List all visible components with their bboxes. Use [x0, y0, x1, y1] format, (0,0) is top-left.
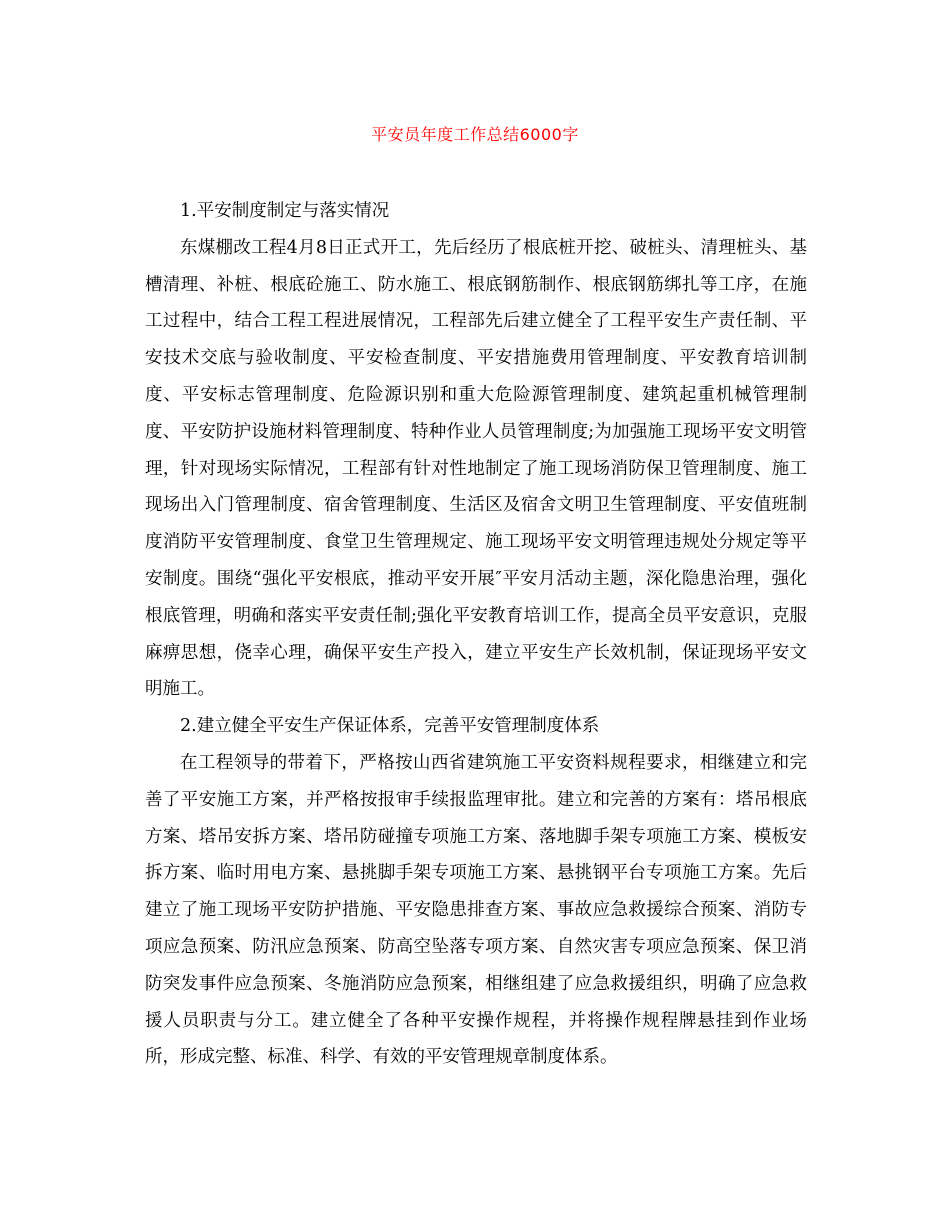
section-heading-2: 2.建立健全平安生产保证体系，完善平安管理制度体系: [180, 716, 600, 737]
document-body: [145, 193, 807, 1076]
section-paragraph-1: 东煤棚改工程4月8日正式开工，先后经历了根底桩开挖、破桩头、清理桩头、基槽清理、补桩、根底砼施工、防水施工、根底钢筋制作、根底钢筋绑扎等工序，在施工过程中，结合工程工程进展情况，工程部先后建立健全了工程平安生产责任制、平安技术交底与验收制度、平安检查制度、平安措施费用管理制度、平安教育培训制度、平安标志管理制度、危险源识别和重大危险源管理制度、建筑起重机械管理制度、平安防护设施材料管理制度、特种作业人员管理制度;为加强施工现场平安文明管理，针对现场实际情况，工程部有针对性地制定了施工现场消防保卫管理制度、施工现场出入门管理制度、宿舍管理制度、生活区及宿舍文明卫生管理制度、平安值班制度消防平安管理制度、食堂卫生管理规定、施工现场平安文明管理违规处分规定等平安制度。围绕“强化平安根底，推动平安开展″平安月活动主题，深化隐患治理，强化根底管理，明确和落实平安责任制;强化平安教育培训工作，提高全员平安意识，克服麻痹思想，侥幸心理，确保平安生产投入，建立平安生产长效机制，保证现场平安文明施工。: [145, 237, 807, 700]
section-heading-1: 1.平安制度制定与落实情况: [180, 201, 390, 221]
section-paragraph-2: 在工程领导的带着下，严格按山西省建筑施工平安资料规程要求，相继建立和完善了平安施工方案，并严格按报审手续报监理审批。建立和完善的方案有：塔吊根底方案、塔吊安拆方案、塔吊防碰撞专项施工方案、落地脚手架专项施工方案、模板安拆方案、临时用电方案、悬挑脚手架专项施工方案、悬挑钢平台专项施工方案。先后建立了施工现场平安防护措施、平安隐患排查方案、事故应急救援综合预案、消防专项应急预案、防汛应急预案、防高空坠落专项方案、自然灾害专项应急预案、保卫消防突发事件应急预案、冬施消防应急预案，相继组建了应急救援组织，明确了应急救援人员职责与分工。建立健全了各种平安操作规程，并将操作规程牌悬挂到作业场所，形成完整、标准、科学、有效的平安管理规章制度体系。: [145, 752, 807, 1068]
document-title: 平安员年度工作总结6000字: [371, 125, 579, 144]
